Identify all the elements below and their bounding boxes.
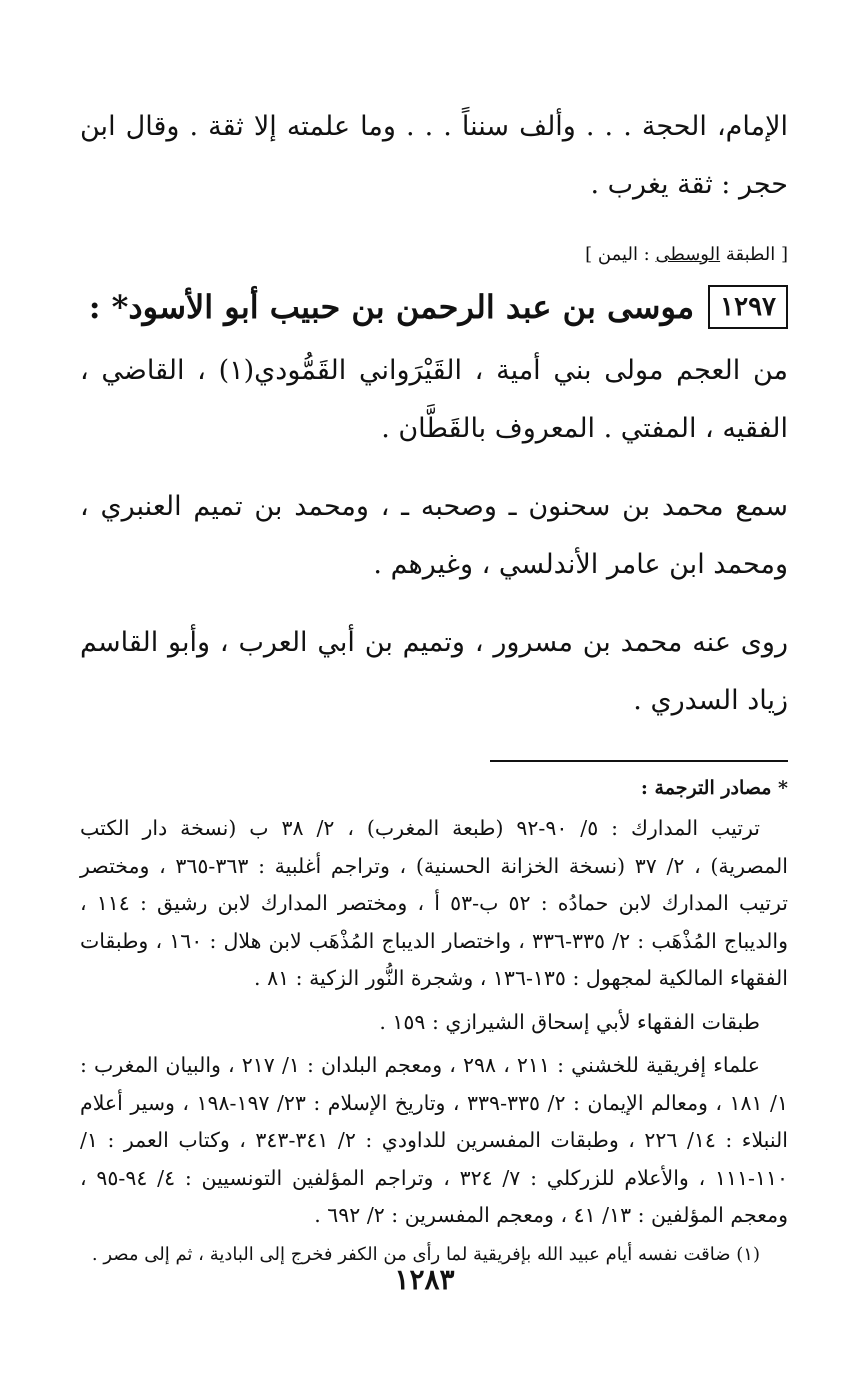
- tabaqa-suffix: : اليمن ]: [585, 244, 656, 265]
- tabaqa-label: [80, 242, 788, 268]
- page-content: [80, 98, 788, 1269]
- footnote-separator: [490, 760, 788, 762]
- entry-number: ١٢٩٧: [708, 285, 788, 329]
- sources-paragraph-1: ترتيب المدارك : ٥/ ٩٠-٩٢ (طبعة المغرب) ، ٢/ ٣٨ ب (نسخة دار الكتب المصرية) ، ٢/ ٣٧ (نسخة الخزانة الحسنية) ، وتراجم أغلبية : ٣٦٣-٣٦٥ ، ومختصر ترتيب المدارك لابن حمادُه : ٥٢ ب-٥٣ أ ، ومختصر المدارك لابن رشيق : ١١٤ ، والديباج المُذْهَب : ٢/ ٣٣٥-٣٣٦ ، واختصار الديباج المُذْهَب لابن هلال : ١٦٠ ، وطبقات الفقهاء المالكية لمجهول : ١٣٥-١٣٦ ، وشجرة النُّور الزكية : ٨١ .: [80, 816, 788, 990]
- sources-paragraph-2: طبقات الفقهاء لأبي إسحاق الشيرازي : ١٥٩ .: [379, 1009, 760, 1034]
- tabaqa-underlined: الوسطى: [655, 244, 721, 265]
- page-number: ١٢٨٣: [394, 1263, 455, 1296]
- entry-paragraph-teachers: سمع محمد بن سحنون ـ وصحبه ـ ، ومحمد بن تميم العنبري ، ومحمد ابن عامر الأندلسي ، وغيرهم .: [80, 491, 788, 580]
- entry-paragraph-students: روى عنه محمد بن مسرور ، وتميم بن أبي العرب ، وأبو القاسم زياد السدري .: [80, 627, 788, 716]
- entry-name: موسى بن عبد الرحمن بن حبيب أبو الأسود* :: [88, 288, 695, 326]
- tabaqa-prefix: [ الطبقة: [720, 244, 788, 265]
- entry-paragraph-lineage: من العجم مولى بني أمية ، القَيْرَواني القَمُّودي(١) ، القاضي ، الفقيه ، المفتي . المعروف بالقَطَّان .: [80, 355, 788, 444]
- sources-heading: * مصادر الترجمة :: [640, 777, 788, 799]
- footnote-1: (١) ضاقت نفسه أيام عبيد الله بإفريقية لما رأى من الكفر فخرج إلى البادية ، ثم إلى مصر .: [91, 1243, 760, 1265]
- opening-paragraph: الإمام، الحجة . . . وألف سنناً . . . وما علمته إلا ثقة . وقال ابن حجر : ثقة يغرب .: [80, 111, 788, 200]
- sources-paragraph-3: علماء إفريقية للخشني : ٢١١ ، ٢٩٨ ، ومعجم البلدان : ١/ ٢١٧ ، والبيان المغرب : ١/ ١٨١ ، ومعالم الإيمان : ٢/ ٣٣٥-٣٣٩ ، وتاريخ الإسلام : ٢٣/ ١٩٧-١٩٨ ، وسير أعلام النبلاء : ١٤/ ٢٢٦ ، وطبقات المفسرين للداودي : ٢/ ٣٤١-٣٤٣ ، وكتاب العمر : ١/ ١١٠-١١١ ، والأعلام للزركلي : ٧/ ٣٢٤ ، وتراجم المؤلفين التونسيين : ٤/ ٩٤-٩٥ ، ومعجم المؤلفين : ١٣/ ٤١ ، ومعجم المفسرين : ٢/ ٦٩٢ .: [80, 1053, 788, 1227]
- entry-heading: [80, 284, 788, 330]
